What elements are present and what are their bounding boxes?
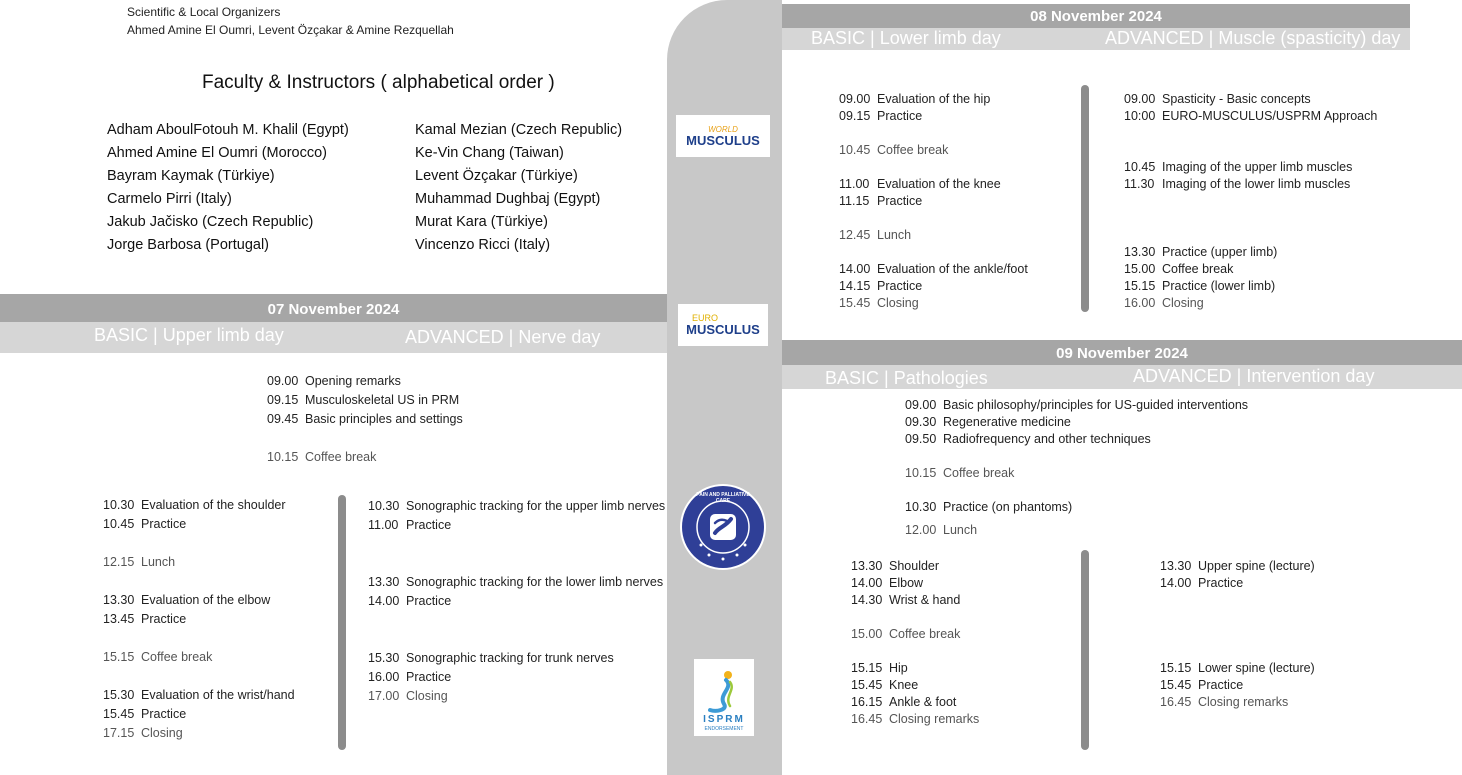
- faculty-member: Levent Özçakar (Türkiye): [415, 168, 578, 184]
- day2-basic-label: BASIC | Lower limb day: [811, 28, 1001, 48]
- schedule-row: 15.15 Practice (lower limb): [1124, 279, 1276, 293]
- schedule-row: 09.15 Practice: [839, 109, 923, 123]
- day2-divider: [1081, 85, 1089, 312]
- schedule-row: 15.15 Hip: [851, 661, 908, 675]
- isprm-figure-icon: [704, 670, 744, 714]
- world-musculus-logo-top: WORLD: [708, 124, 738, 134]
- schedule-row: 13.30 Upper spine (lecture): [1160, 559, 1315, 573]
- schedule-row: 14.30 Wrist & hand: [851, 593, 961, 607]
- pain-palliative-care-logo-text: PAIN AND PALLIATIVE CARE: [696, 492, 750, 504]
- world-musculus-logo-main: MUSCULUS: [686, 132, 760, 148]
- day3-advanced-label: ADVANCED | Intervention day: [1133, 366, 1375, 386]
- schedule-row: 15.45 Practice: [1160, 678, 1244, 692]
- schedule-row: 12.45 Lunch: [839, 228, 912, 242]
- schedule-row: 16.15 Ankle & foot: [851, 695, 957, 709]
- schedule-row: 10.30 Sonographic tracking for the upper limb nerves: [368, 499, 666, 513]
- schedule-row: 14.00 Practice: [368, 594, 452, 608]
- schedule-row: 14.00 Practice: [1160, 576, 1244, 590]
- faculty-member: Vincenzo Ricci (Italy): [415, 237, 551, 253]
- day2-track-bar: [782, 28, 1410, 50]
- euro-musculus-logo: [678, 304, 768, 346]
- day3-common-schedule: [905, 397, 1248, 539]
- day1-common-schedule: [267, 373, 463, 466]
- day2-date-bar: 08 November 2024: [782, 4, 1410, 28]
- day3-basic-label: BASIC | Pathologies: [825, 368, 988, 388]
- day3-advanced-schedule: [1160, 558, 1315, 711]
- organizers-title: Scientific & Local Organizers: [127, 5, 281, 19]
- schedule-row: 09.00 Opening remarks: [267, 374, 401, 388]
- isprm-logo-text: ISPRM: [703, 714, 745, 725]
- schedule-row: 13.30 Sonographic tracking for the lower limb nerves: [368, 575, 664, 589]
- day1-track-bar: [0, 322, 667, 353]
- day1-basic-schedule: [103, 497, 295, 744]
- schedule-row: 09.00 Spasticity - Basic concepts: [1124, 92, 1311, 106]
- day2-advanced-schedule: [1124, 91, 1377, 312]
- schedule-row: 13.30 Shoulder: [851, 559, 940, 573]
- day3-date-bar: 09 November 2024: [782, 340, 1462, 365]
- day2-basic-schedule: [839, 91, 1028, 312]
- day1-advanced-schedule: [368, 498, 665, 707]
- schedule-row: 17.15 Closing: [103, 726, 183, 740]
- isprm-logo-subtext: ENDORSEMENT: [704, 726, 744, 732]
- schedule-row: 15.30 Sonographic tracking for trunk nerves: [368, 651, 614, 665]
- schedule-row: 16.45 Closing remarks: [1160, 695, 1289, 709]
- schedule-row: 15.45 Knee: [851, 678, 919, 692]
- schedule-row: 11.00 Practice: [368, 518, 452, 532]
- faculty-member: Murat Kara (Türkiye): [415, 214, 548, 230]
- isprm-logo: [694, 659, 754, 736]
- schedule-row: 15.15 Lower spine (lecture): [1160, 661, 1315, 675]
- day1-date-bar: 07 November 2024: [0, 294, 667, 322]
- faculty-member: Bayram Kaymak (Türkiye): [107, 168, 275, 184]
- schedule-row: 14.00 Evaluation of the ankle/foot: [839, 262, 1028, 276]
- day3-basic-schedule: [851, 558, 979, 728]
- schedule-row: 09.30 Regenerative medicine: [905, 415, 1071, 429]
- day3-divider: [1081, 550, 1089, 750]
- faculty-member: Adham AboulFotouh M. Khalil (Egypt): [107, 122, 349, 138]
- schedule-row: 15.30 Evaluation of the wrist/hand: [103, 688, 295, 702]
- world-musculus-logo: [676, 115, 770, 157]
- day1-advanced-label: ADVANCED | Nerve day: [405, 327, 601, 347]
- schedule-row: 11.00 Evaluation of the knee: [839, 177, 1001, 191]
- schedule-row: 12.15 Lunch: [103, 555, 176, 569]
- schedule-row: 16.00 Practice: [368, 670, 452, 684]
- schedule-row: 16.00 Closing: [1124, 296, 1204, 310]
- schedule-row: 11.30 Imaging of the lower limb muscles: [1124, 177, 1351, 191]
- faculty-left-list: [107, 119, 349, 257]
- faculty-member: Jakub Jačisko (Czech Republic): [107, 214, 314, 230]
- schedule-row: 12.00 Lunch: [905, 523, 978, 537]
- schedule-row: 10.30 Evaluation of the shoulder: [103, 498, 286, 512]
- schedule-row: 10:00 EURO-MUSCULUS/USPRM Approach: [1124, 109, 1378, 123]
- euro-musculus-logo-top: EURO: [692, 313, 719, 323]
- schedule-row: 09.00 Evaluation of the hip: [839, 92, 991, 106]
- schedule-row: 13.45 Practice: [103, 612, 187, 626]
- schedule-row: 10.15 Coffee break: [905, 466, 1015, 480]
- schedule-row: 15.00 Coffee break: [851, 627, 961, 641]
- schedule-row: 14.00 Elbow: [851, 576, 924, 590]
- day2-advanced-label: ADVANCED | Muscle (spasticity) day: [1105, 28, 1401, 48]
- organizers-names: Ahmed Amine El Oumri, Levent Özçakar & Amine Rezquellah: [127, 23, 454, 37]
- faculty-member: Ke-Vin Chang (Taiwan): [415, 145, 564, 161]
- faculty-member: Carmelo Pirri (Italy): [107, 191, 232, 207]
- faculty-title: Faculty & Instructors ( alphabetical order ): [202, 72, 555, 93]
- schedule-row: 11.15 Practice: [839, 194, 923, 208]
- schedule-row: 10.45 Imaging of the upper limb muscles: [1124, 160, 1353, 174]
- schedule-row: 13.30 Evaluation of the elbow: [103, 593, 271, 607]
- euro-musculus-logo-main: MUSCULUS: [686, 322, 760, 337]
- faculty-member: Ahmed Amine El Oumri (Morocco): [107, 145, 327, 161]
- schedule-row: 10.15 Coffee break: [267, 450, 377, 464]
- schedule-row: 09.45 Basic principles and settings: [267, 412, 463, 426]
- faculty-member: Muhammad Dughbaj (Egypt): [415, 191, 601, 207]
- faculty-member: Kamal Mezian (Czech Republic): [415, 122, 623, 138]
- schedule-row: 09.15 Musculoskeletal US in PRM: [267, 393, 460, 407]
- day1-divider: [338, 495, 346, 750]
- day1-basic-label: BASIC | Upper limb day: [94, 325, 284, 345]
- faculty-member: Jorge Barbosa (Portugal): [107, 237, 269, 253]
- schedule-row: 15.45 Closing: [839, 296, 919, 310]
- pain-palliative-care-logo: [679, 483, 767, 571]
- schedule-row: 17.00 Closing: [368, 689, 448, 703]
- schedule-row: 10.45 Practice: [103, 517, 187, 531]
- schedule-row: 09.00 Basic philosophy/principles for US-guided interventions: [905, 398, 1249, 412]
- schedule-row: 13.30 Practice (upper limb): [1124, 245, 1278, 259]
- schedule-row: 09.50 Radiofrequency and other techniques: [905, 432, 1151, 446]
- faculty-right-list: [415, 119, 622, 257]
- schedule-row: 15.15 Coffee break: [103, 650, 213, 664]
- schedule-row: 10.45 Coffee break: [839, 143, 949, 157]
- schedule-row: 10.30 Practice (on phantoms): [905, 500, 1073, 514]
- schedule-row: 14.15 Practice: [839, 279, 923, 293]
- schedule-row: 16.45 Closing remarks: [851, 712, 980, 726]
- day3-track-bar: [782, 365, 1462, 389]
- schedule-row: 15.45 Practice: [103, 707, 187, 721]
- schedule-row: 15.00 Coffee break: [1124, 262, 1234, 276]
